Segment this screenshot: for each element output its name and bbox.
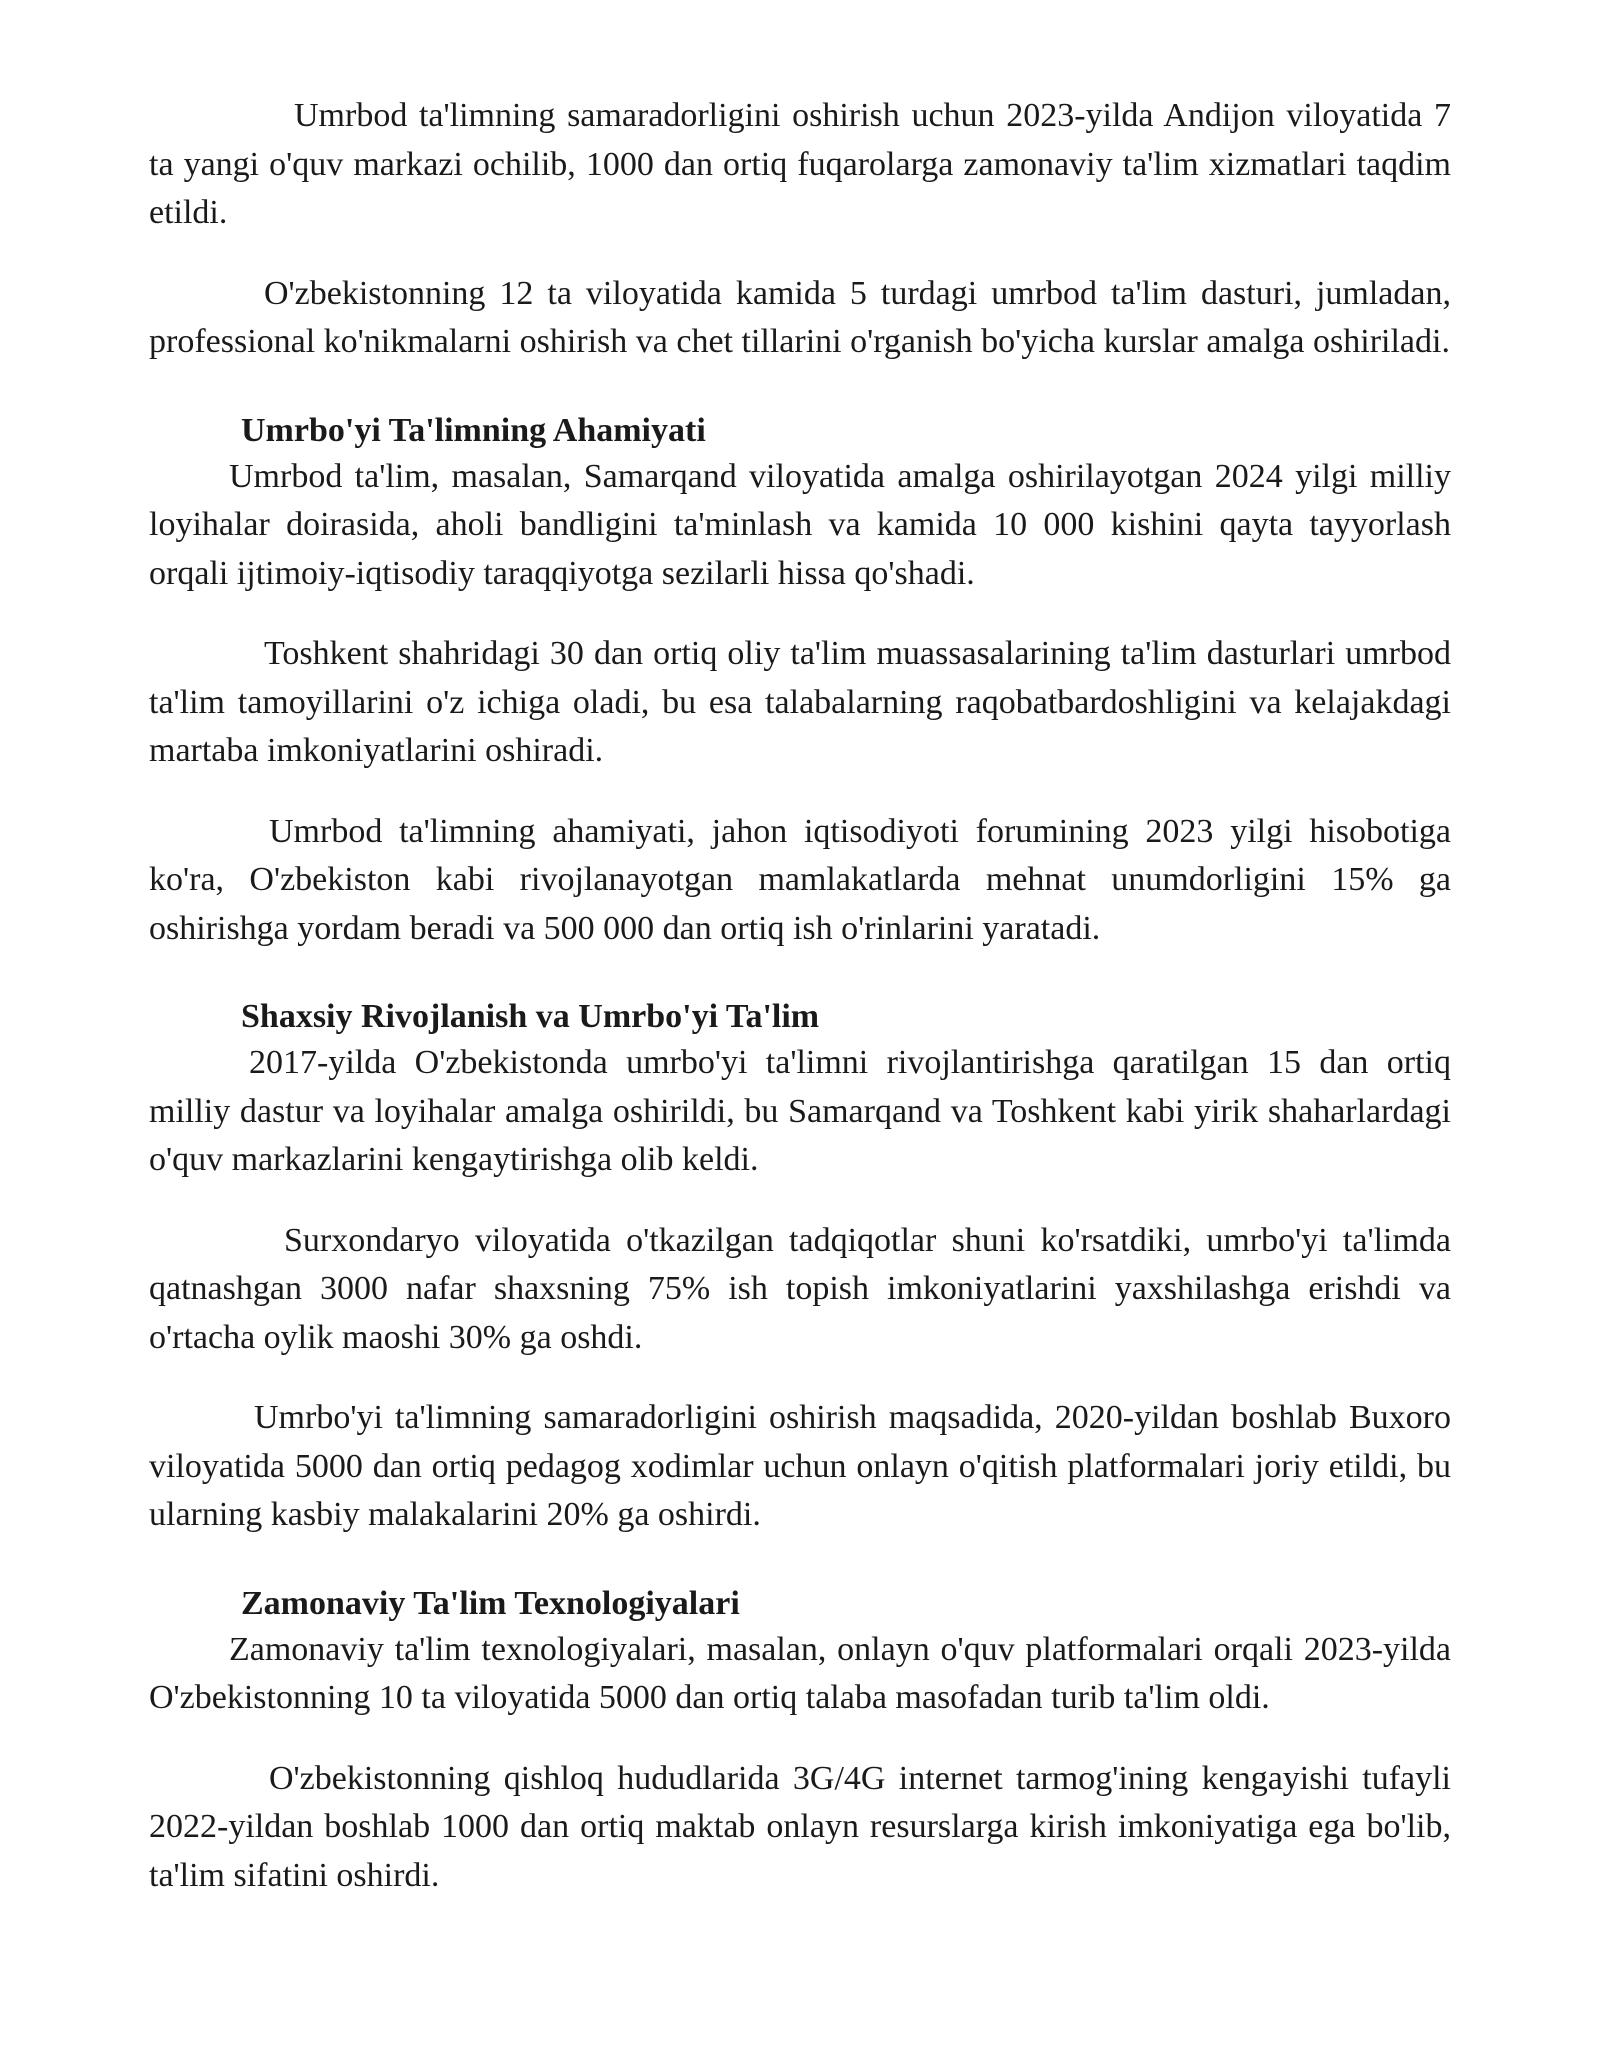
paragraph: Umrbod ta'limning ahamiyati, jahon iqtisodiyoti forumining 2023 yilgi hisobotiga ko'ra, O'zbekiston kabi rivojlanayotgan mamlakatlarda mehnat unumdorligini 15% ga oshirishga yordam beradi va 500 000 dan ortiq ish o'rinlarini yaratadi. [149, 812, 1451, 947]
paragraph: Umrbod ta'limning samaradorligini oshirish uchun 2023-yilda Andijon viloyatida 7 ta yangi o'quv markazi ochilib, 1000 dan ortiq fuqarolarga zamonaviy ta'lim xizmatlari taqdim etildi. [149, 97, 1451, 231]
section-heading: Zamonaviy Ta'lim Texnologiyalari [241, 1584, 740, 1622]
section-heading: Umrbo'yi Ta'limning Ahamiyati [241, 411, 706, 449]
paragraph: Zamonaviy ta'lim texnologiyalari, masalan, onlayn o'quv platformalari orqali 2023-yilda O'zbekistonning 10 ta viloyatida 5000 dan ortiq talaba masofadan turib ta'lim oldi. [149, 1630, 1451, 1716]
paragraph: Toshkent shahridagi 30 dan ortiq oliy ta'lim muassasalarining ta'lim dasturlari umrbod ta'lim tamoyillarini o'z ichiga oladi, bu esa talabalarning raqobatbardoshligini va kelajakdagi martaba imkoniyatlarini oshiradi. [149, 635, 1451, 769]
section-heading: Shaxsiy Rivojlanish va Umrbo'yi Ta'lim [241, 998, 820, 1035]
paragraph: O'zbekistonning qishloq hududlarida 3G/4G internet tarmog'ining kengayishi tufayli 2022-yildan boshlab 1000 dan ortiq maktab onlayn resurslarga kirish imkoniyatiga ega bo'lib, ta'lim sifatini oshirdi. [149, 1759, 1451, 1894]
paragraph: Surxondaryo viloyatida o'tkazilgan tadqiqotlar shuni ko'rsatdiki, umrbo'yi ta'limda qatnashgan 3000 nafar shaxsning 75% ish topish imkoniyatlarini yaxshilashga erishdi va o'rtacha oylik maoshi 30% ga oshdi. [149, 1221, 1451, 1356]
paragraph: 2017-yilda O'zbekistonda umrbo'yi ta'limni rivojlantirishga qaratilgan 15 dan ortiq milliy dastur va loyihalar amalga oshirildi, bu Samarqand va Toshkent kabi yirik shaharlardagi o'quv markazlarini kengaytirishga olib keldi. [149, 1044, 1451, 1178]
paragraph: Umrbod ta'lim, masalan, Samarqand viloyatida amalga oshirilayotgan 2024 yilgi milliy loyihalar doirasida, aholi bandligini ta'minlash va kamida 10 000 kishini qayta tayyorlash orqali ijtimoiy-iqtisodiy taraqqiyotga sezilarli hissa qo'shadi. [149, 457, 1451, 592]
paragraph: Umrbo'yi ta'limning samaradorligini oshirish maqsadida, 2020-yildan boshlab Buxoro viloyatida 5000 dan ortiq pedagog xodimlar uchun onlayn o'qitish platformalari joriy etildi, bu ularning kasbiy malakalarini 20% ga oshirdi. [149, 1399, 1451, 1533]
paragraph: O'zbekistonning 12 ta viloyatida kamida 5 turdagi umrbod ta'lim dasturi, jumladan, professional ko'nikmalarni oshirish va chet tillarini o'rganish bo'yicha kurslar amalga oshiriladi. [149, 274, 1451, 360]
document-page [149, 92, 1451, 1932]
